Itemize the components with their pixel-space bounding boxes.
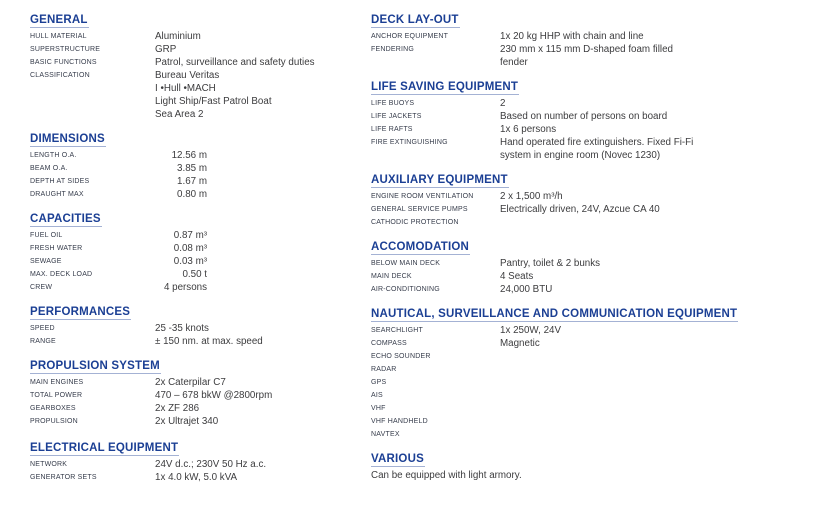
spec-label: VHF: [371, 405, 386, 412]
spec-label: BEAM O.A.: [30, 165, 68, 172]
spec-row: [371, 415, 830, 428]
spec-row: [30, 56, 371, 69]
section-title: DECK LAY-OUT: [371, 14, 459, 26]
section: [371, 81, 830, 162]
section-rows: [371, 30, 830, 69]
spec-row: [371, 350, 830, 363]
spec-value: [155, 335, 263, 348]
spec-value-line: 0.80 m: [177, 189, 207, 200]
spec-row: [30, 175, 371, 188]
spec-row: [371, 428, 830, 441]
spec-row: [371, 30, 830, 43]
spec-label: MAX. DECK LOAD: [30, 271, 93, 278]
section-rows: [371, 469, 830, 482]
section-title: NAUTICAL, SURVEILLANCE AND COMMUNICATION EQUIPMENT: [371, 308, 738, 320]
section: [30, 133, 371, 201]
spec-row: [371, 190, 830, 203]
spec-value-line: 2x Caterpilar C7: [155, 377, 226, 388]
spec-value-line: 3.85 m: [177, 163, 207, 174]
spec-value-line: Light Ship/Fast Patrol Boat: [155, 96, 272, 107]
spec-value: [155, 69, 272, 121]
spec-value: [500, 123, 556, 136]
spec-value: [155, 188, 207, 201]
spec-row: [371, 283, 830, 296]
spec-row: [30, 162, 371, 175]
spec-value-line: 0.08 m³: [173, 243, 207, 254]
spec-label: CLASSIFICATION: [30, 72, 90, 79]
spec-label: BELOW MAIN DECK: [371, 260, 441, 267]
section-title: AUXILIARY EQUIPMENT: [371, 174, 508, 186]
spec-value-line: 2 x 1,500 m³/h: [500, 191, 563, 202]
spec-row: [30, 229, 371, 242]
spec-value-line: Aluminium: [155, 31, 201, 42]
spec-label: DRAUGHT MAX: [30, 191, 84, 198]
spec-label: LIFE BUOYS: [371, 100, 415, 107]
spec-value-line: 1x 250W, 24V: [500, 325, 561, 336]
section: [371, 453, 830, 482]
section-rows: [30, 322, 371, 348]
spec-row: [371, 123, 830, 136]
spec-value: [500, 190, 563, 203]
spec-label: GENERAL SERVICE PUMPS: [371, 206, 468, 213]
spec-row: [371, 203, 830, 216]
spec-value: [155, 389, 272, 402]
spec-row: [371, 337, 830, 350]
spec-value: [500, 337, 540, 350]
spec-value: [155, 402, 199, 415]
spec-row: [30, 268, 371, 281]
spec-value: [155, 149, 207, 162]
section-rows: [371, 324, 830, 441]
spec-row: [30, 281, 371, 294]
spec-label: MAIN DECK: [371, 273, 412, 280]
spec-value: [155, 229, 207, 242]
spec-label: RADAR: [371, 366, 397, 373]
spec-row: [371, 136, 830, 162]
spec-row: [371, 216, 830, 229]
spec-value: [155, 471, 237, 484]
spec-value: [155, 458, 266, 471]
section-title: VARIOUS: [371, 453, 424, 465]
spec-row: [30, 255, 371, 268]
spec-row: [30, 458, 371, 471]
spec-value-line: 0.87 m³: [173, 230, 207, 241]
spec-value: [500, 324, 561, 337]
spec-value: [500, 43, 673, 69]
spec-label: FRESH WATER: [30, 245, 83, 252]
spec-label: SPEED: [30, 325, 55, 332]
spec-value: [155, 30, 201, 43]
spec-label: FUEL OIL: [30, 232, 63, 239]
spec-row: [30, 242, 371, 255]
section: [371, 308, 830, 441]
spec-label: PROPULSION: [30, 418, 78, 425]
spec-value-line: 25 -35 knots: [155, 323, 209, 334]
section-title: ELECTRICAL EQUIPMENT: [30, 442, 179, 454]
spec-row: [30, 30, 371, 43]
spec-row: [371, 324, 830, 337]
spec-value: [155, 268, 207, 281]
spec-value-line: Electrically driven, 24V, Azcue CA 40: [500, 204, 660, 215]
spec-value-line: I •Hull •MACH: [155, 83, 216, 94]
section: [30, 213, 371, 294]
spec-row: [371, 97, 830, 110]
spec-value: [500, 270, 533, 283]
spec-label: DEPTH AT SIDES: [30, 178, 90, 185]
spec-value-line: Magnetic: [500, 338, 540, 349]
spec-value-line: fender: [500, 57, 528, 68]
section-rows: [30, 229, 371, 294]
spec-row: [30, 376, 371, 389]
spec-row: [371, 43, 830, 69]
spec-value-line: 4 Seats: [500, 271, 534, 282]
spec-row: [30, 188, 371, 201]
spec-value: [500, 257, 600, 270]
section-title: ACCOMODATION: [371, 241, 470, 253]
spec-label: GEARBOXES: [30, 405, 76, 412]
spec-value-line: Based on number of persons on board: [500, 111, 668, 122]
spec-value-line: 1x 4.0 kW, 5.0 kVA: [155, 472, 238, 483]
spec-label: FIRE EXTINGUISHING: [371, 139, 448, 146]
section: [30, 306, 371, 348]
spec-value-line: 1x 20 kg HHP with chain and line: [500, 31, 644, 42]
column-right: [371, 14, 830, 506]
spec-label: LIFE JACKETS: [371, 113, 422, 120]
spec-label: AIS: [371, 392, 383, 399]
spec-value: [155, 322, 209, 335]
spec-label: ECHO SOUNDER: [371, 353, 431, 360]
spec-value: [155, 43, 176, 56]
spec-row: [371, 469, 830, 482]
spec-value-line: 24,000 BTU: [500, 284, 553, 295]
spec-value-line: 0.50 t: [182, 269, 207, 280]
spec-row: [371, 376, 830, 389]
spec-label: FENDERING: [371, 46, 415, 53]
spec-row: [30, 43, 371, 56]
spec-label: NETWORK: [30, 461, 68, 468]
spec-label: ANCHOR EQUIPMENT: [371, 33, 449, 40]
spec-value-line: 2: [500, 98, 506, 109]
spec-value-line: 1x 6 persons: [500, 124, 557, 135]
spec-label: HULL MATERIAL: [30, 33, 87, 40]
spec-value-line: 2x ZF 286: [155, 403, 200, 414]
section-rows: [371, 190, 830, 229]
section: [371, 174, 830, 229]
spec-label: TOTAL POWER: [30, 392, 83, 399]
spec-row: [371, 363, 830, 376]
spec-row: [371, 402, 830, 415]
section: [30, 14, 371, 121]
spec-value-line: GRP: [155, 44, 177, 55]
spec-value: [155, 242, 207, 255]
section-rows: [30, 458, 371, 484]
spec-row: [371, 110, 830, 123]
spec-value-line: Hand operated fire extinguishers. Fixed Fi-Fi: [500, 137, 694, 148]
spec-label: NAVTEX: [371, 431, 400, 438]
spec-label: COMPASS: [371, 340, 407, 347]
spec-value: [500, 136, 693, 162]
spec-label: AIR-CONDITIONING: [371, 286, 440, 293]
section-title: LIFE SAVING EQUIPMENT: [371, 81, 519, 93]
spec-row: [371, 270, 830, 283]
spec-row: [30, 471, 371, 484]
spec-row: [30, 335, 371, 348]
spec-row: [30, 389, 371, 402]
spec-value: [155, 255, 207, 268]
spec-value: [500, 110, 667, 123]
spec-label: SEARCHLIGHT: [371, 327, 423, 334]
spec-label: BASIC FUNCTIONS: [30, 59, 97, 66]
spec-value-line: 0.03 m³: [173, 256, 207, 267]
spec-value: [155, 56, 315, 69]
spec-value-line: 2x Ultrajet 340: [155, 416, 219, 427]
spec-row: [30, 415, 371, 428]
spec-label: GENERATOR SETS: [30, 474, 97, 481]
spec-row: [30, 69, 371, 121]
spec-value: [500, 97, 505, 110]
spec-label: GPS: [371, 379, 387, 386]
spec-row: [30, 402, 371, 415]
spec-row: [371, 257, 830, 270]
spec-value: [155, 415, 218, 428]
section-rows: [30, 376, 371, 428]
section-title: GENERAL: [30, 14, 88, 26]
spec-row: [30, 322, 371, 335]
spec-label: CATHODIC PROTECTION: [371, 219, 459, 226]
spec-value-line: 470 – 678 bkW @2800rpm: [155, 390, 273, 401]
spec-value: [155, 162, 207, 175]
spec-value: [371, 469, 522, 482]
spec-label: SEWAGE: [30, 258, 62, 265]
spec-label: LENGTH O.A.: [30, 152, 77, 159]
section-title: PERFORMANCES: [30, 306, 131, 318]
spec-label: LIFE RAFTS: [371, 126, 413, 133]
spec-value: [500, 30, 644, 43]
section-rows: [30, 149, 371, 201]
section-rows: [371, 97, 830, 162]
section-title: CAPACITIES: [30, 213, 101, 225]
section: [30, 442, 371, 484]
spec-value-line: Patrol, surveillance and safety duties: [155, 57, 315, 68]
spec-label: RANGE: [30, 338, 56, 345]
spec-value-line: Bureau Veritas: [155, 70, 220, 81]
spec-label: ENGINE ROOM VENTILATION: [371, 193, 474, 200]
spec-value-line: 12.56 m: [171, 150, 207, 161]
spec-value: [500, 283, 552, 296]
spec-value-line: 4 persons: [163, 282, 207, 293]
spec-label: VHF HANDHELD: [371, 418, 428, 425]
spec-value-line: ± 150 nm. at max. speed: [155, 336, 263, 347]
spec-label: SUPERSTRUCTURE: [30, 46, 101, 53]
spec-value: [155, 376, 226, 389]
spec-value-line: Pantry, toilet & 2 bunks: [500, 258, 601, 269]
spec-value-line: 230 mm x 115 mm D-shaped foam filled: [500, 44, 673, 55]
spec-value-line: 24V d.c.; 230V 50 Hz a.c.: [155, 459, 267, 470]
spec-row: [30, 149, 371, 162]
spec-row: [371, 389, 830, 402]
spec-value-line: 1.67 m: [177, 176, 207, 187]
spec-value-line: system in engine room (Novec 1230): [500, 150, 661, 161]
spec-label: CREW: [30, 284, 53, 291]
spec-value: [155, 175, 207, 188]
section: [371, 14, 830, 69]
section-rows: [371, 257, 830, 296]
spec-label: MAIN ENGINES: [30, 379, 84, 386]
spec-value-line: Sea Area 2: [155, 109, 204, 120]
section: [371, 241, 830, 296]
spec-value: [500, 203, 660, 216]
section: [30, 360, 371, 428]
column-left: [30, 14, 371, 506]
section-title: PROPULSION SYSTEM: [30, 360, 160, 372]
spec-value-line: Can be equipped with light armory.: [371, 470, 522, 481]
section-title: DIMENSIONS: [30, 133, 105, 145]
spec-value: [155, 281, 207, 294]
section-rows: [30, 30, 371, 121]
